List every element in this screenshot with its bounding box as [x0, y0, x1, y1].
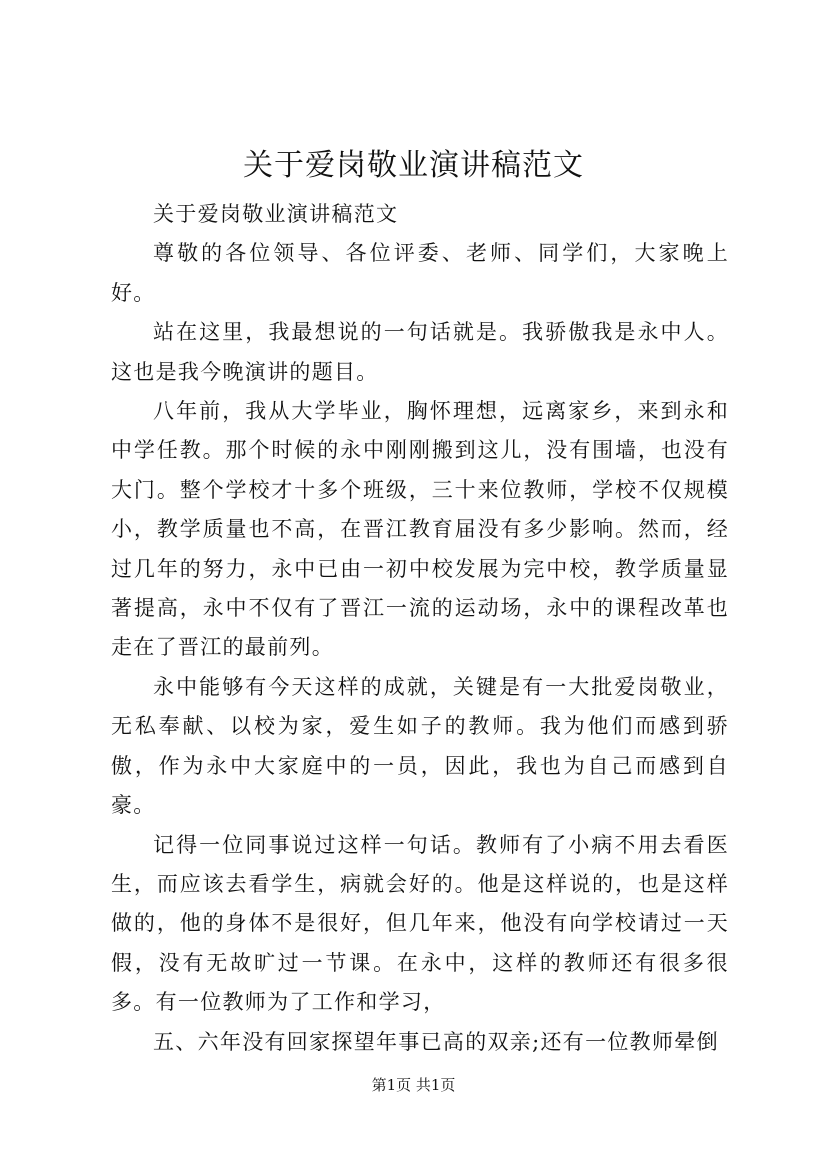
document-body [111, 195, 729, 1062]
paragraph-history: 八年前，我从大学毕业，胸怀理想，远离家乡，来到永和中学任教。那个时候的永中刚刚搬到这儿，没有围墙，也没有大门。整个学校才十多个班级，三十来位教师，学校不仅规模小，教学质量也不高，在晋江教育届没有多少影响。然而，经过几年的努力，永中已由一初中校发展为完中校，教学质量显著提高，永中不仅有了晋江一流的运动场，永中的课程改革也走在了晋江的最前列。 [111, 399, 729, 660]
paragraph-intro: 站在这里，我最想说的一句话就是。我骄傲我是永中人。这也是我今晚演讲的题目。 [111, 320, 729, 384]
page-number-footer: 第1页 共1页 [371, 1076, 456, 1094]
document-title: 关于爱岗敬业演讲稿范文 [243, 148, 584, 183]
paragraph-dedication: 五、六年没有回家探望年事已高的双亲;还有一位教师晕倒 [153, 1029, 719, 1054]
paragraph-subtitle: 关于爱岗敬业演讲稿范文 [153, 202, 399, 226]
paragraph-colleague: 记得一位同事说过这样一句话。教师有了小病不用去看医生，而应该去看学生，病就会好的。他是这样说的，也是这样做的，他的身体不是很好，但几年来，他没有向学校请过一天假，没有无故旷过一节课。在永中，这样的教师还有很多很多。有一位教师为了工作和学习， [111, 832, 729, 1015]
paragraph-greeting: 尊敬的各位领导、各位评委、老师、同学们，大家晚上好。 [111, 241, 729, 305]
paragraph-teachers: 永中能够有今天这样的成就，关键是有一大批爱岗敬业，无私奉献、以校为家，爱生如子的教师。我为他们而感到骄傲，作为永中大家庭中的一员，因此，我也为自己而感到自豪。 [111, 674, 729, 818]
